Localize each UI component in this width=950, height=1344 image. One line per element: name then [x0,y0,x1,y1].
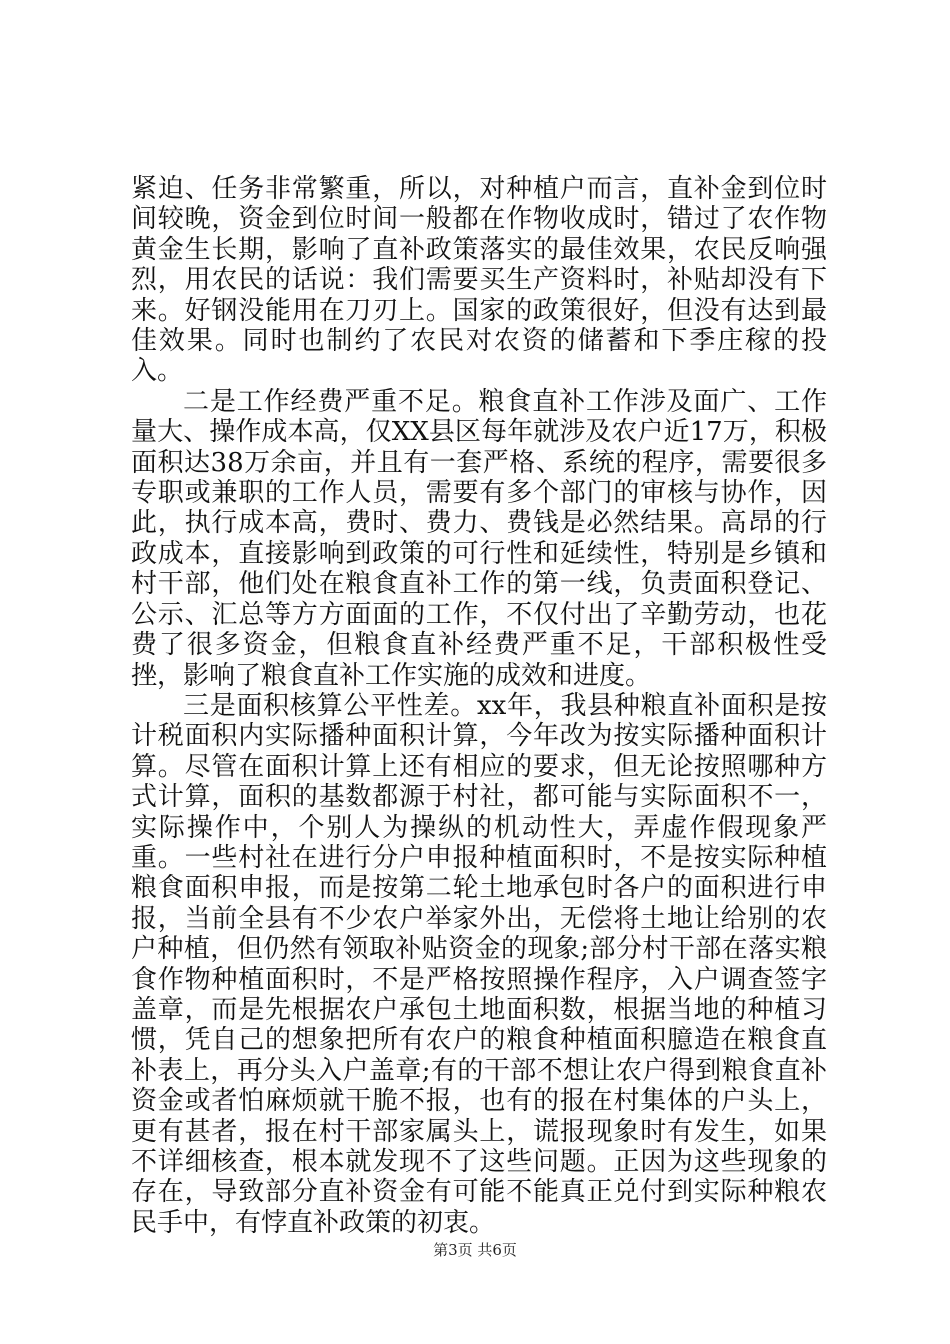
paragraph-funding-shortage: 二是工作经费严重不足。粮食直补工作涉及面广、工作量大、操作成本高，仅XX县区每年就涉及农户近17万，积极面积达38万余亩，并且有一套严格、系统的程序，需要很多专职或兼职的工作人员，需要有多个部门的审核与协作，因此，执行成本高，费时、费力、费钱是必然结果。高昂的行政成本，直接影响到政策的可行性和延续性，特别是乡镇和村干部，他们处在粮食直补工作的第一线，负责面积登记、公示、汇总等方方面面的工作，不仅付出了辛勤劳动，也花费了很多资金，但粮食直补经费严重不足，干部积极性受挫，影响了粮食直补工作实施的成效和进度。 [131,386,827,691]
paragraph-area-accounting: 三是面积核算公平性差。xx年，我县种粮直补面积是按计税面积内实际播种面积计算，今年改为按实际播种面积计算。尽管在面积计算上还有相应的要求，但无论按照哪种方式计算，面积的基数都源于村社，都可能与实际面积不一，实际操作中，个别人为操纵的机动性大，弄虚作假现象严重。一些村社在进行分户申报种植面积时，不是按实际种植粮食面积申报，而是按第二轮土地承包时各户的面积进行申报，当前全县有不少农户举家外出，无偿将土地让给别的农户种植，但仍然有领取补贴资金的现象;部分村干部在落实粮食作物种植面积时，不是严格按照操作程序，入户调查签字盖章，而是先根据农户承包土地面积数，根据当地的种植习惯，凭自己的想象把所有农户的粮食种植面积臆造在粮食直补表上，再分头入户盖章;有的干部不想让农户得到粮食直补资金或者怕麻烦就干脆不报，也有的报在村集体的户头上，更有甚者，报在村干部家属头上，谎报现象时有发生，如果不详细核查，根本就发现不了这些问题。正因为这些现象的存在，导致部分直补资金有可能不能真正兑付到实际种粮农民手中，有悖直补政策的初衷。 [131,690,827,1238]
paragraph-continuation: 紧迫、任务非常繁重，所以，对种植户而言，直补金到位时间较晚，资金到位时间一般都在作物收成时，错过了农作物黄金生长期，影响了直补政策落实的最佳效果，农民反响强烈，用农民的话说：我们需要买生产资料时，补贴却没有下来。好钢没能用在刀刃上。国家的政策很好，但没有达到最佳效果。同时也制约了农民对农资的储蓄和下季庄稼的投入。 [131,174,827,387]
document-body [131,174,827,1238]
page-number-footer: 第3页 共6页 [433,1241,517,1259]
